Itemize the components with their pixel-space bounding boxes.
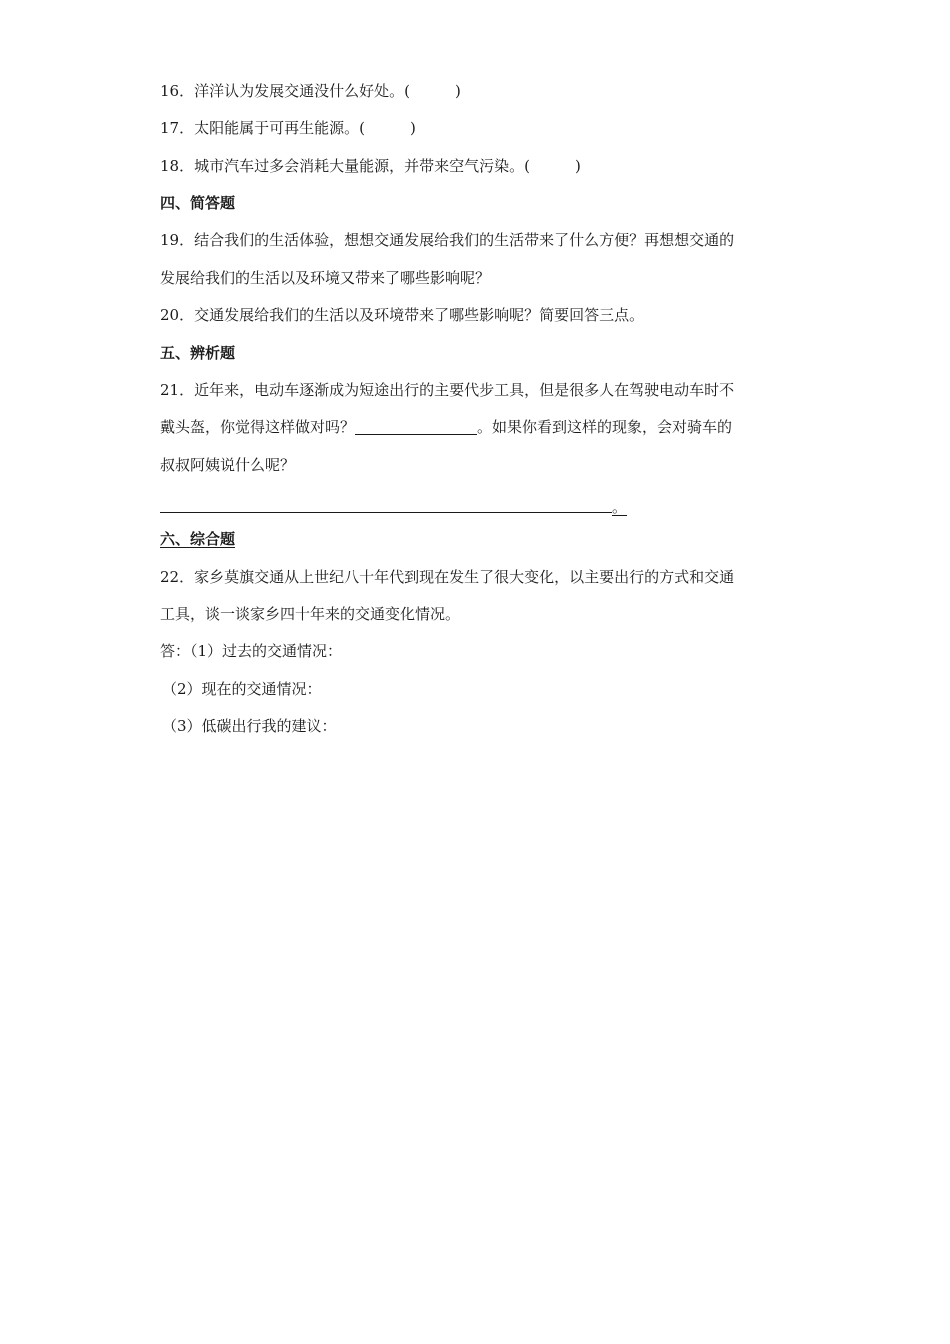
question-22-line-2: 工具，谈一谈家乡四十年来的交通变化情况。 [160,605,461,623]
question-22-line-1: 22．家乡莫旗交通从上世纪八十年代到现在发生了很大变化，以主要出行的方式和交通 [160,568,735,586]
answer-underline [160,512,612,513]
section-heading-comprehensive: 六、综合题 [160,530,236,548]
answer-part-3: （3）低碳出行我的建议： [162,717,337,735]
question-16: 16．洋洋认为发展交通没什么好处。( ) [160,82,461,100]
answer-blank-long[interactable] [160,497,628,517]
question-21-line-1: 21．近年来，电动车逐渐成为短途出行的主要代步工具，但是很多人在驾驶电动车时不 [160,381,735,399]
answer-period: 。 [612,498,628,516]
section-heading-analysis: 五、辨析题 [160,344,236,362]
question-17: 17．太阳能属于可再生能源。( ) [160,119,416,137]
answer-part-2: （2）现在的交通情况： [162,680,322,698]
section-heading-short-answer: 四、简答题 [160,194,236,212]
answer-part-1: 答：（1）过去的交通情况： [160,642,343,660]
question-20: 20．交通发展给我们的生活以及环境带来了哪些影响呢？简要回答三点。 [160,306,645,324]
answer-blank-short[interactable] [355,418,477,435]
question-21-followup: 。如果你看到这样的现象，会对骑车的 [477,418,733,436]
question-21-line-3: 叔叔阿姨说什么呢？ [160,456,296,474]
question-18: 18．城市汽车过多会消耗大量能源，并带来空气污染。( ) [160,157,581,175]
question-19-line-1: 19．结合我们的生活体验，想想交通发展给我们的生活带来了什么方便？再想想交通的 [160,231,735,249]
question-19-line-2: 发展给我们的生活以及环境又带来了哪些影响呢？ [160,269,491,287]
question-21-line-2 [160,417,800,437]
question-21-prompt: 戴头盔，你觉得这样做对吗？ [160,418,356,436]
